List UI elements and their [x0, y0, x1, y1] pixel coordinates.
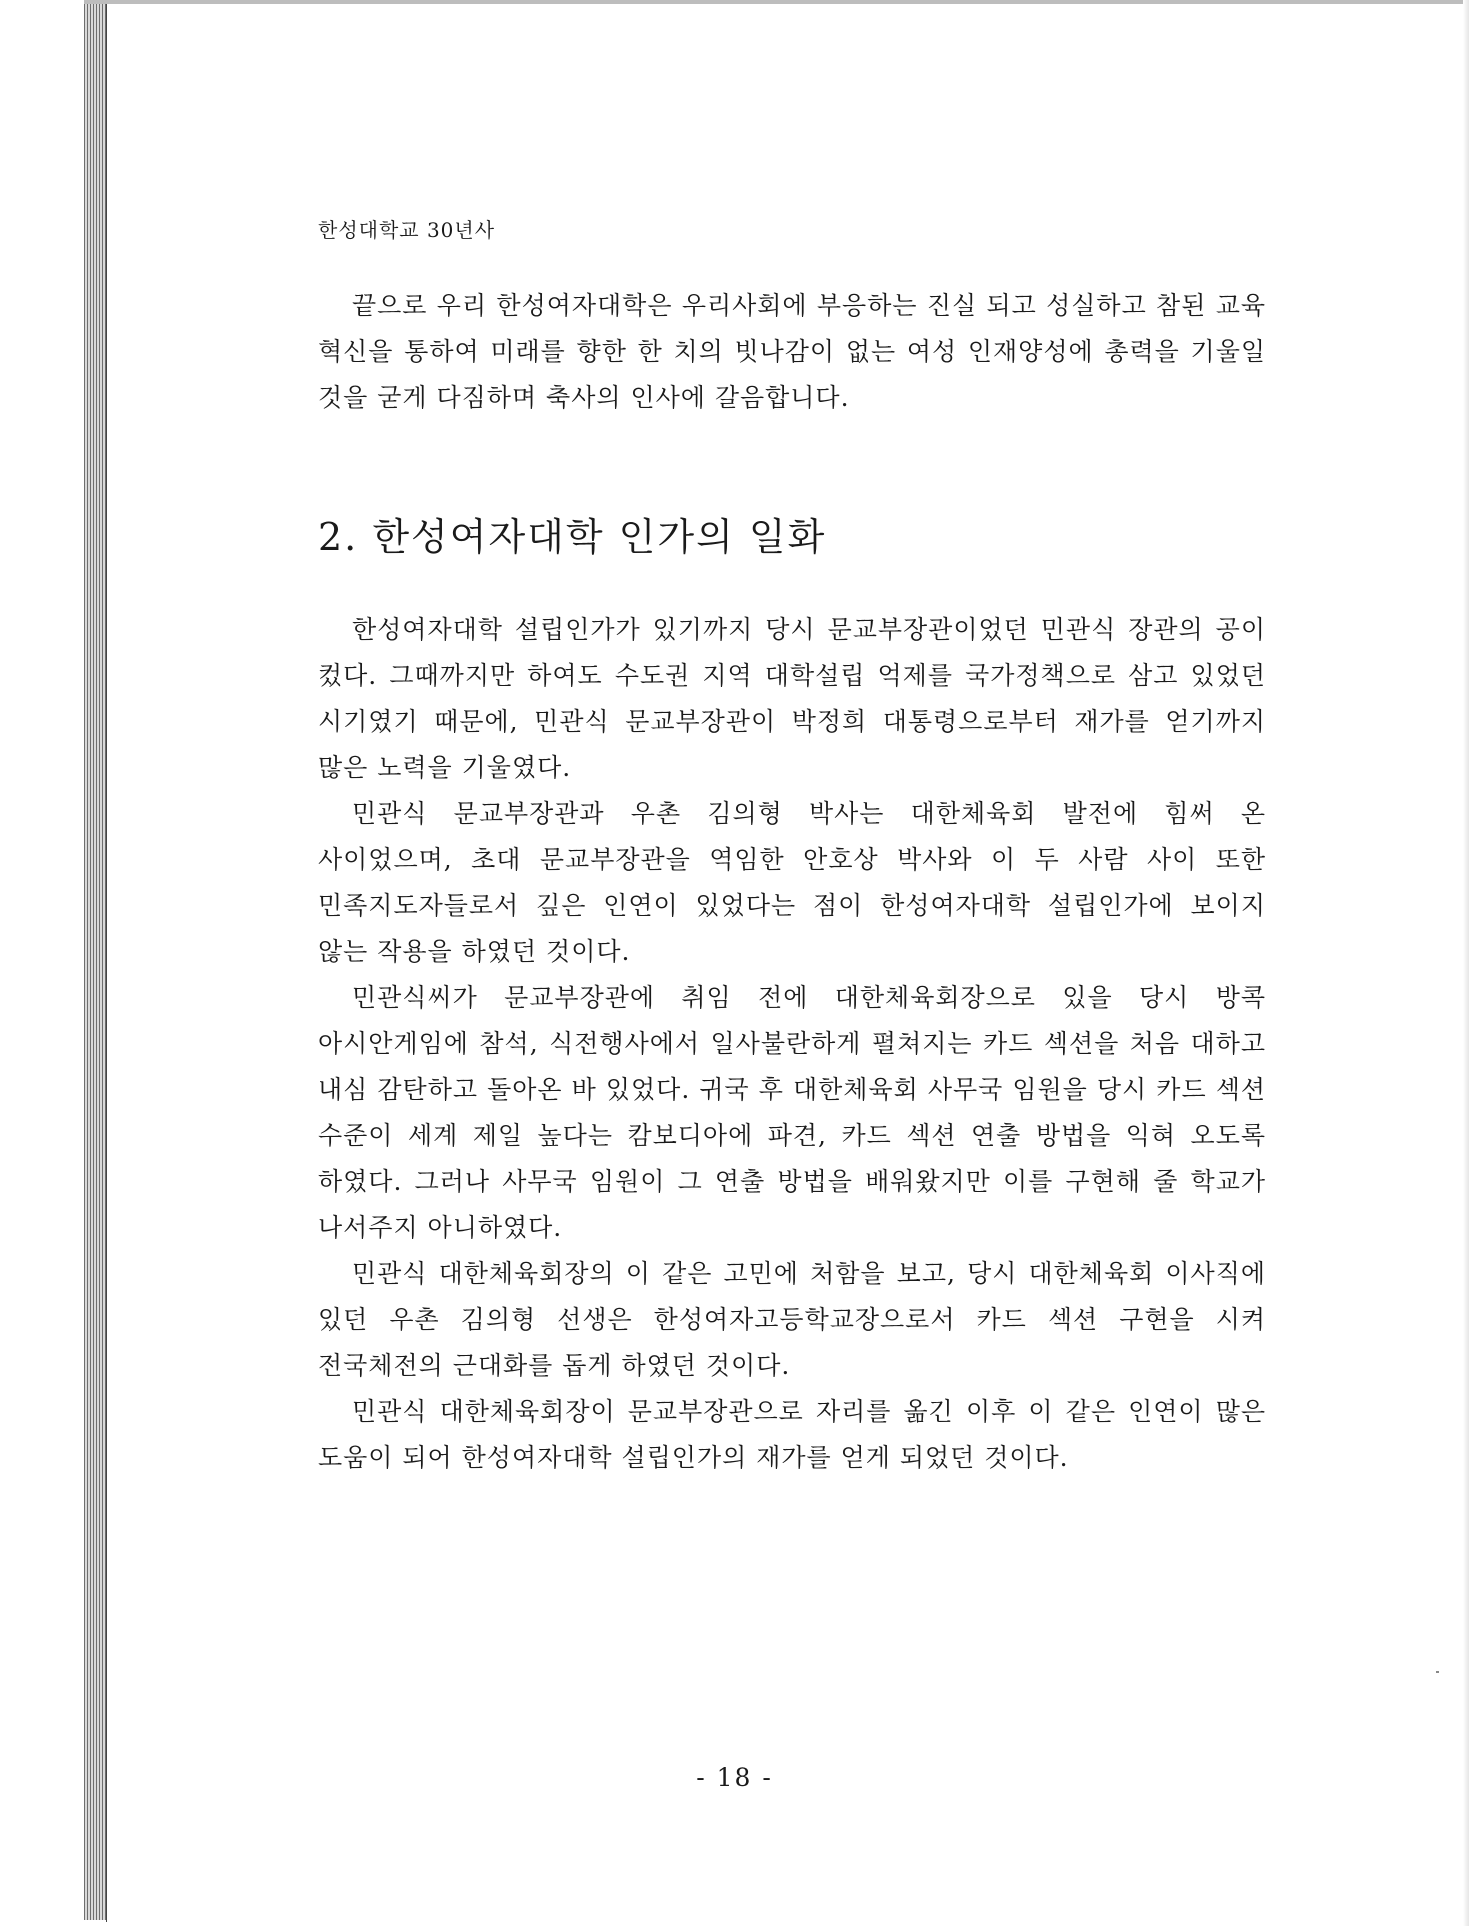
book-page-stack-edge: [84, 4, 106, 1920]
body-paragraph-4: 민관식 대한체육회장의 이 같은 고민에 처함을 보고, 당시 대한체육회 이사직에 있던 우촌 김의형 선생은 한성여자고등학교장으로서 카드 섹션 구현을 시켜 전국체전의 근대화를 돕게 하였던 것이다.: [318, 1259, 1266, 1380]
running-header-title: 한성대학교 30년사: [318, 218, 496, 242]
section-heading: 2. 한성여자대학 인가의 일화: [318, 515, 827, 559]
scan-speck: [1436, 1671, 1439, 1673]
page-number: - 18 -: [696, 1763, 773, 1792]
body-paragraph-1: 한성여자대학 설립인가가 있기까지 당시 문교부장관이었던 민관식 장관의 공이 컸다. 그때까지만 하여도 수도권 지역 대학설립 억제를 국가정책으로 삼고 있었던 시기였기 때문에, 민관식 문교부장관이 박정희 대통령으로부터 재가를 얻기까지 많은 노력을 기울였다.: [318, 615, 1266, 782]
body-paragraph-3: 민관식씨가 문교부장관에 취임 전에 대한체육회장으로 있을 당시 방콕 아시안게임에 참석, 식전행사에서 일사불란하게 펼쳐지는 카드 섹션을 처음 대하고 내심 감탄하고 돌아온 바 있었다. 귀국 후 대한체육회 사무국 임원을 당시 카드 섹션 수준이 세계 제일 높다는 캄보디아에 파견, 카드 섹션 연출 방법을 익혀 오도록 하였다. 그러나 사무국 임원이 그 연출 방법을 배워왔지만 이를 구현해 줄 학교가 나서주지 아니하였다.: [318, 983, 1266, 1242]
section-body: [318, 607, 1266, 1481]
body-paragraph-2: 민관식 문교부장관과 우촌 김의형 박사는 대한체육회 발전에 힘써 온 사이었으며, 초대 문교부장관을 역임한 안호상 박사와 이 두 사람 사이 또한 민족지도자들로서 깊은 인연이 있었다는 점이 한성여자대학 설립인가에 보이지 않는 작용을 하였던 것이다.: [318, 799, 1266, 966]
intro-paragraph: 끝으로 우리 한성여자대학은 우리사회에 부응하는 진실 되고 성실하고 참된 교육 혁신을 통하여 미래를 향한 한 치의 빗나감이 없는 여성 인재양성에 총력을 기울일 것을 굳게 다짐하며 축사의 인사에 갈음합니다.: [318, 291, 1266, 412]
body-paragraph-5: 민관식 대한체육회장이 문교부장관으로 자리를 옮긴 이후 이 같은 인연이 많은 도움이 되어 한성여자대학 설립인가의 재가를 얻게 되었던 것이다.: [318, 1397, 1266, 1472]
intro-text: [318, 283, 1266, 421]
page-right-edge: [1463, 0, 1469, 1926]
